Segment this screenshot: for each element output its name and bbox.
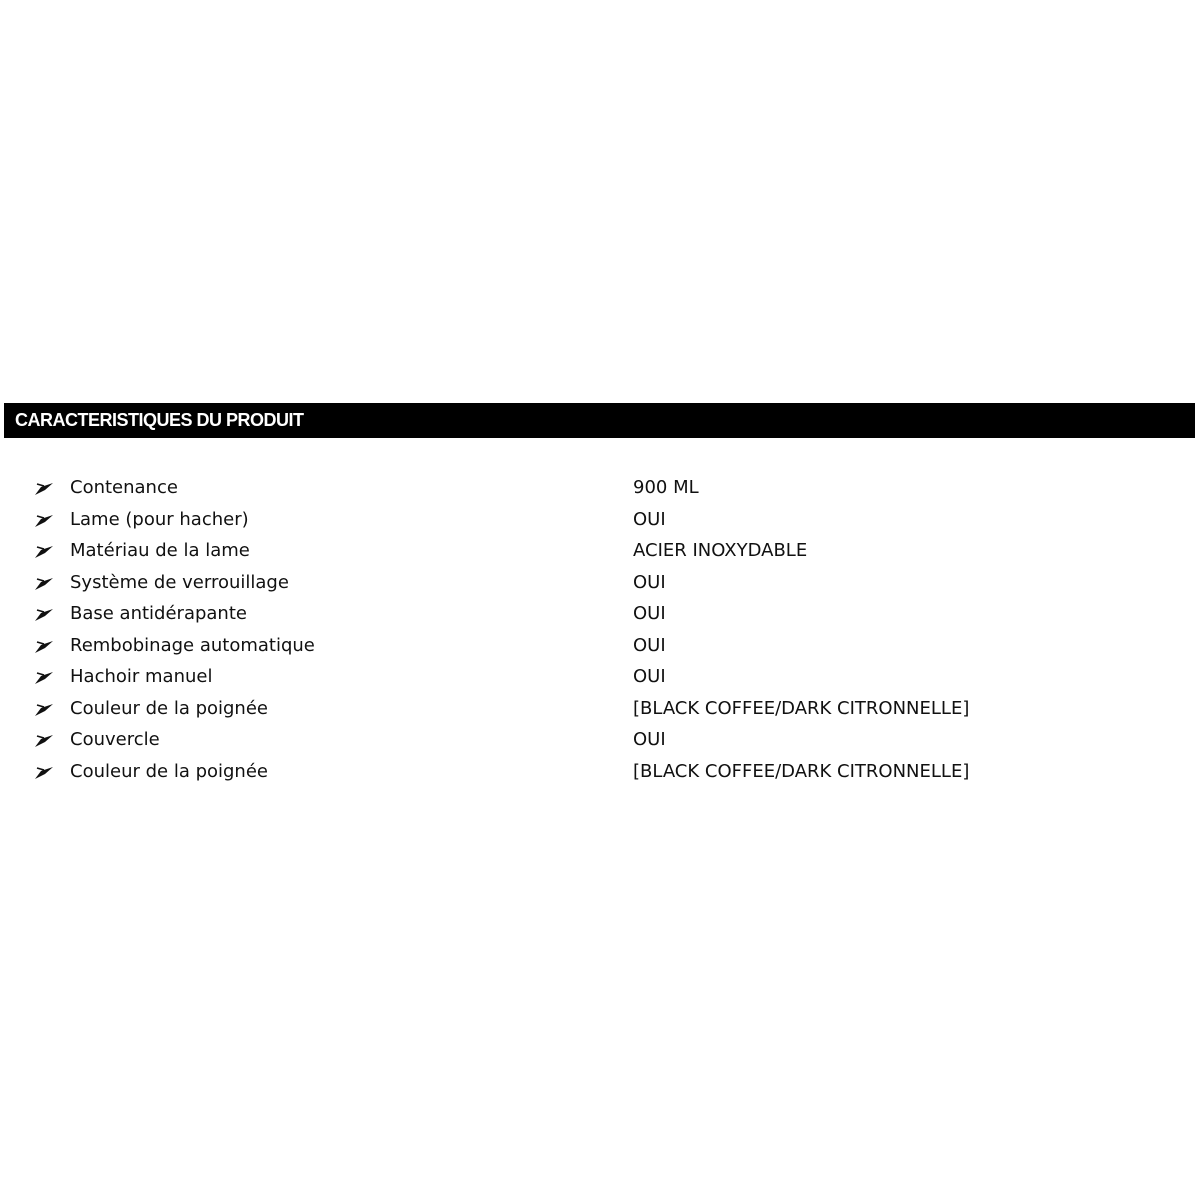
section-header [4, 403, 1195, 438]
spec-label: Hachoir manuel [70, 666, 213, 688]
spec-row [0, 472, 1200, 504]
spec-value: OUI [633, 666, 666, 688]
spec-row [0, 535, 1200, 567]
spec-row [0, 756, 1200, 788]
spec-row [0, 661, 1200, 693]
spec-row [0, 598, 1200, 630]
spec-row [0, 693, 1200, 725]
spec-label: Contenance [70, 477, 178, 499]
arrowhead-bullet-icon [34, 575, 54, 591]
spec-list [0, 472, 1200, 787]
spec-row [0, 567, 1200, 599]
spec-value: [BLACK COFFEE/DARK CITRONNELLE] [633, 760, 970, 782]
spec-value: OUI [633, 508, 666, 530]
arrowhead-bullet-icon [34, 764, 54, 780]
spec-label: Couvercle [70, 729, 160, 751]
spec-label: Rembobinage automatique [70, 634, 315, 656]
spec-value: OUI [633, 571, 666, 593]
spec-value: 900 ML [633, 477, 699, 499]
spec-value: OUI [633, 634, 666, 656]
spec-value: ACIER INOXYDABLE [633, 540, 808, 562]
spec-row [0, 630, 1200, 662]
spec-label: Lame (pour hacher) [70, 508, 249, 530]
arrowhead-bullet-icon [34, 669, 54, 685]
spec-label: Système de verrouillage [70, 571, 289, 593]
arrowhead-bullet-icon [34, 543, 54, 559]
spec-label: Couleur de la poignée [70, 760, 268, 782]
spec-row [0, 724, 1200, 756]
spec-label: Matériau de la lame [70, 540, 250, 562]
spec-value: [BLACK COFFEE/DARK CITRONNELLE] [633, 697, 970, 719]
arrowhead-bullet-icon [34, 480, 54, 496]
arrowhead-bullet-icon [34, 638, 54, 654]
arrowhead-bullet-icon [34, 606, 54, 622]
section-title: CARACTERISTIQUES DU PRODUIT [15, 410, 304, 430]
arrowhead-bullet-icon [34, 701, 54, 717]
spec-row [0, 504, 1200, 536]
spec-label: Base antidérapante [70, 603, 247, 625]
spec-label: Couleur de la poignée [70, 697, 268, 719]
spec-value: OUI [633, 603, 666, 625]
arrowhead-bullet-icon [34, 732, 54, 748]
spec-value: OUI [633, 729, 666, 751]
arrowhead-bullet-icon [34, 512, 54, 528]
